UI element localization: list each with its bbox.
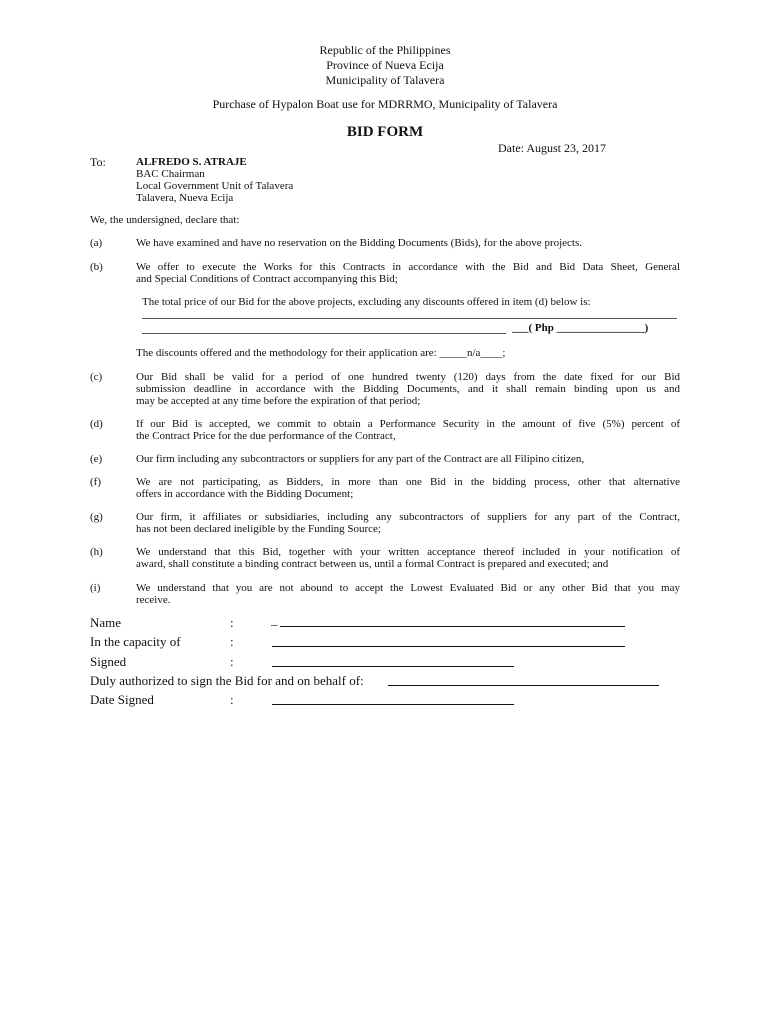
item-e-text	[136, 453, 680, 465]
item-c-label: (c)	[90, 371, 103, 383]
item-f-text	[136, 476, 680, 500]
discounts-value[interactable]: _____n/a____;	[439, 347, 506, 359]
addressee-name: ALFREDO S. ATRAJE	[136, 156, 247, 168]
item-a-text	[136, 237, 680, 249]
item-i-text	[136, 582, 680, 606]
project-title: Purchase of Hypalon Boat use for MDRRMO, Municipality of Talavera	[212, 97, 558, 111]
to-label: To:	[90, 155, 106, 169]
signed-colon: :	[230, 654, 234, 669]
item-e-label: (e)	[90, 453, 103, 465]
date-signed-field[interactable]	[272, 704, 514, 705]
item-f-line: We are not participating, as Bidders, in more than one Bid in the bidding process, other that alternative	[136, 476, 680, 488]
authorized-label: Duly authorized to sign the Bid for and on behalf of:	[90, 673, 364, 688]
item-a-label: (a)	[90, 237, 103, 249]
item-i-line: We understand that you are not abound to accept the Lowest Evaluated Bid or any other Bid that you may	[136, 582, 680, 594]
total-price-line-1[interactable]	[142, 318, 677, 319]
item-b-line: We offer to execute the Works for this Contracts in accordance with the Bid and Bid Data Sheet, General	[136, 261, 680, 273]
capacity-field[interactable]	[272, 646, 625, 647]
item-g-text	[136, 511, 680, 535]
name-field[interactable]	[280, 626, 625, 627]
item-c-text	[136, 371, 680, 407]
item-c-line: Our Bid shall be valid for a period of one hundred twenty (120) days from the date fixed for our Bid	[136, 371, 680, 383]
name-prefix: _	[271, 612, 278, 627]
item-d-line: the Contract Price for the due performance of the Contract,	[136, 430, 396, 442]
php-amount-field[interactable]: ___( Php ________________)	[512, 322, 649, 334]
item-b-line: and Special Conditions of Contract accompanying this Bid;	[136, 273, 398, 285]
item-h-label: (h)	[90, 546, 103, 558]
authorized-entity-field[interactable]	[388, 685, 659, 686]
item-d-text	[136, 418, 680, 442]
date-signed-colon: :	[230, 692, 234, 707]
item-d-line: If our Bid is accepted, we commit to obtain a Performance Security in the amount of five (5%) percent of	[136, 418, 680, 430]
form-title: BID FORM	[346, 124, 424, 140]
header-province: Province of Nueva Ecija	[326, 58, 444, 72]
item-h-text	[136, 546, 680, 570]
date-signed-label: Date Signed	[90, 692, 154, 707]
item-b-text	[136, 261, 680, 285]
capacity-label: In the capacity of	[90, 634, 181, 649]
capacity-colon: :	[230, 634, 234, 649]
item-g-line: Our firm, it affiliates or subsidiaries, including any subcontractors of suppliers for any part of the Contract,	[136, 511, 680, 523]
item-c-line: submission deadline in accordance with the Bidding Documents, and it shall remain binding upon us and	[136, 383, 680, 395]
item-i-label: (i)	[90, 582, 101, 594]
total-price-line-2[interactable]	[142, 333, 506, 334]
signed-label: Signed	[90, 654, 127, 669]
name-label: Name	[90, 615, 122, 630]
discounts-text	[136, 347, 505, 359]
declaration-intro: We, the undersigned, declare that:	[90, 214, 240, 226]
item-g-line: has not been declared ineligible by the Funding Source;	[136, 523, 381, 535]
signature-field[interactable]	[272, 666, 514, 667]
header-municipality: Municipality of Talavera	[325, 73, 445, 87]
total-price-text: The total price of our Bid for the above projects, excluding any discounts offered in item (d) below is:	[142, 296, 591, 308]
item-f-label: (f)	[90, 476, 101, 488]
header-republic: Republic of the Philippines	[319, 43, 451, 57]
item-d-label: (d)	[90, 418, 103, 430]
addressee-address: Talavera, Nueva Ecija	[136, 192, 234, 204]
addressee-position: BAC Chairman	[136, 168, 205, 180]
name-colon: :	[230, 615, 234, 630]
item-h-line: award, shall constitute a binding contract between us, until a formal Contract is prepared and executed; and	[136, 558, 609, 570]
item-a-line: We have examined and have no reservation on the Bidding Documents (Bids), for the above projects.	[136, 237, 583, 249]
item-g-label: (g)	[90, 511, 103, 523]
item-f-line: offers in accordance with the Bidding Document;	[136, 488, 354, 500]
form-date: Date: August 23, 2017	[498, 141, 606, 155]
item-i-line: receive.	[136, 594, 171, 606]
item-c-line: may be accepted at any time before the expiration of that period;	[136, 395, 421, 407]
item-e-line: Our firm including any subcontractors or suppliers for any part of the Contract are all Filipino citizen,	[136, 453, 585, 465]
item-b-label: (b)	[90, 261, 103, 273]
item-h-line: We understand that this Bid, together with your written acceptance thereof included in your notification of	[136, 546, 680, 558]
discounts-label: The discounts offered and the methodology for their application are:	[136, 347, 440, 359]
addressee-office: Local Government Unit of Talavera	[136, 180, 294, 192]
